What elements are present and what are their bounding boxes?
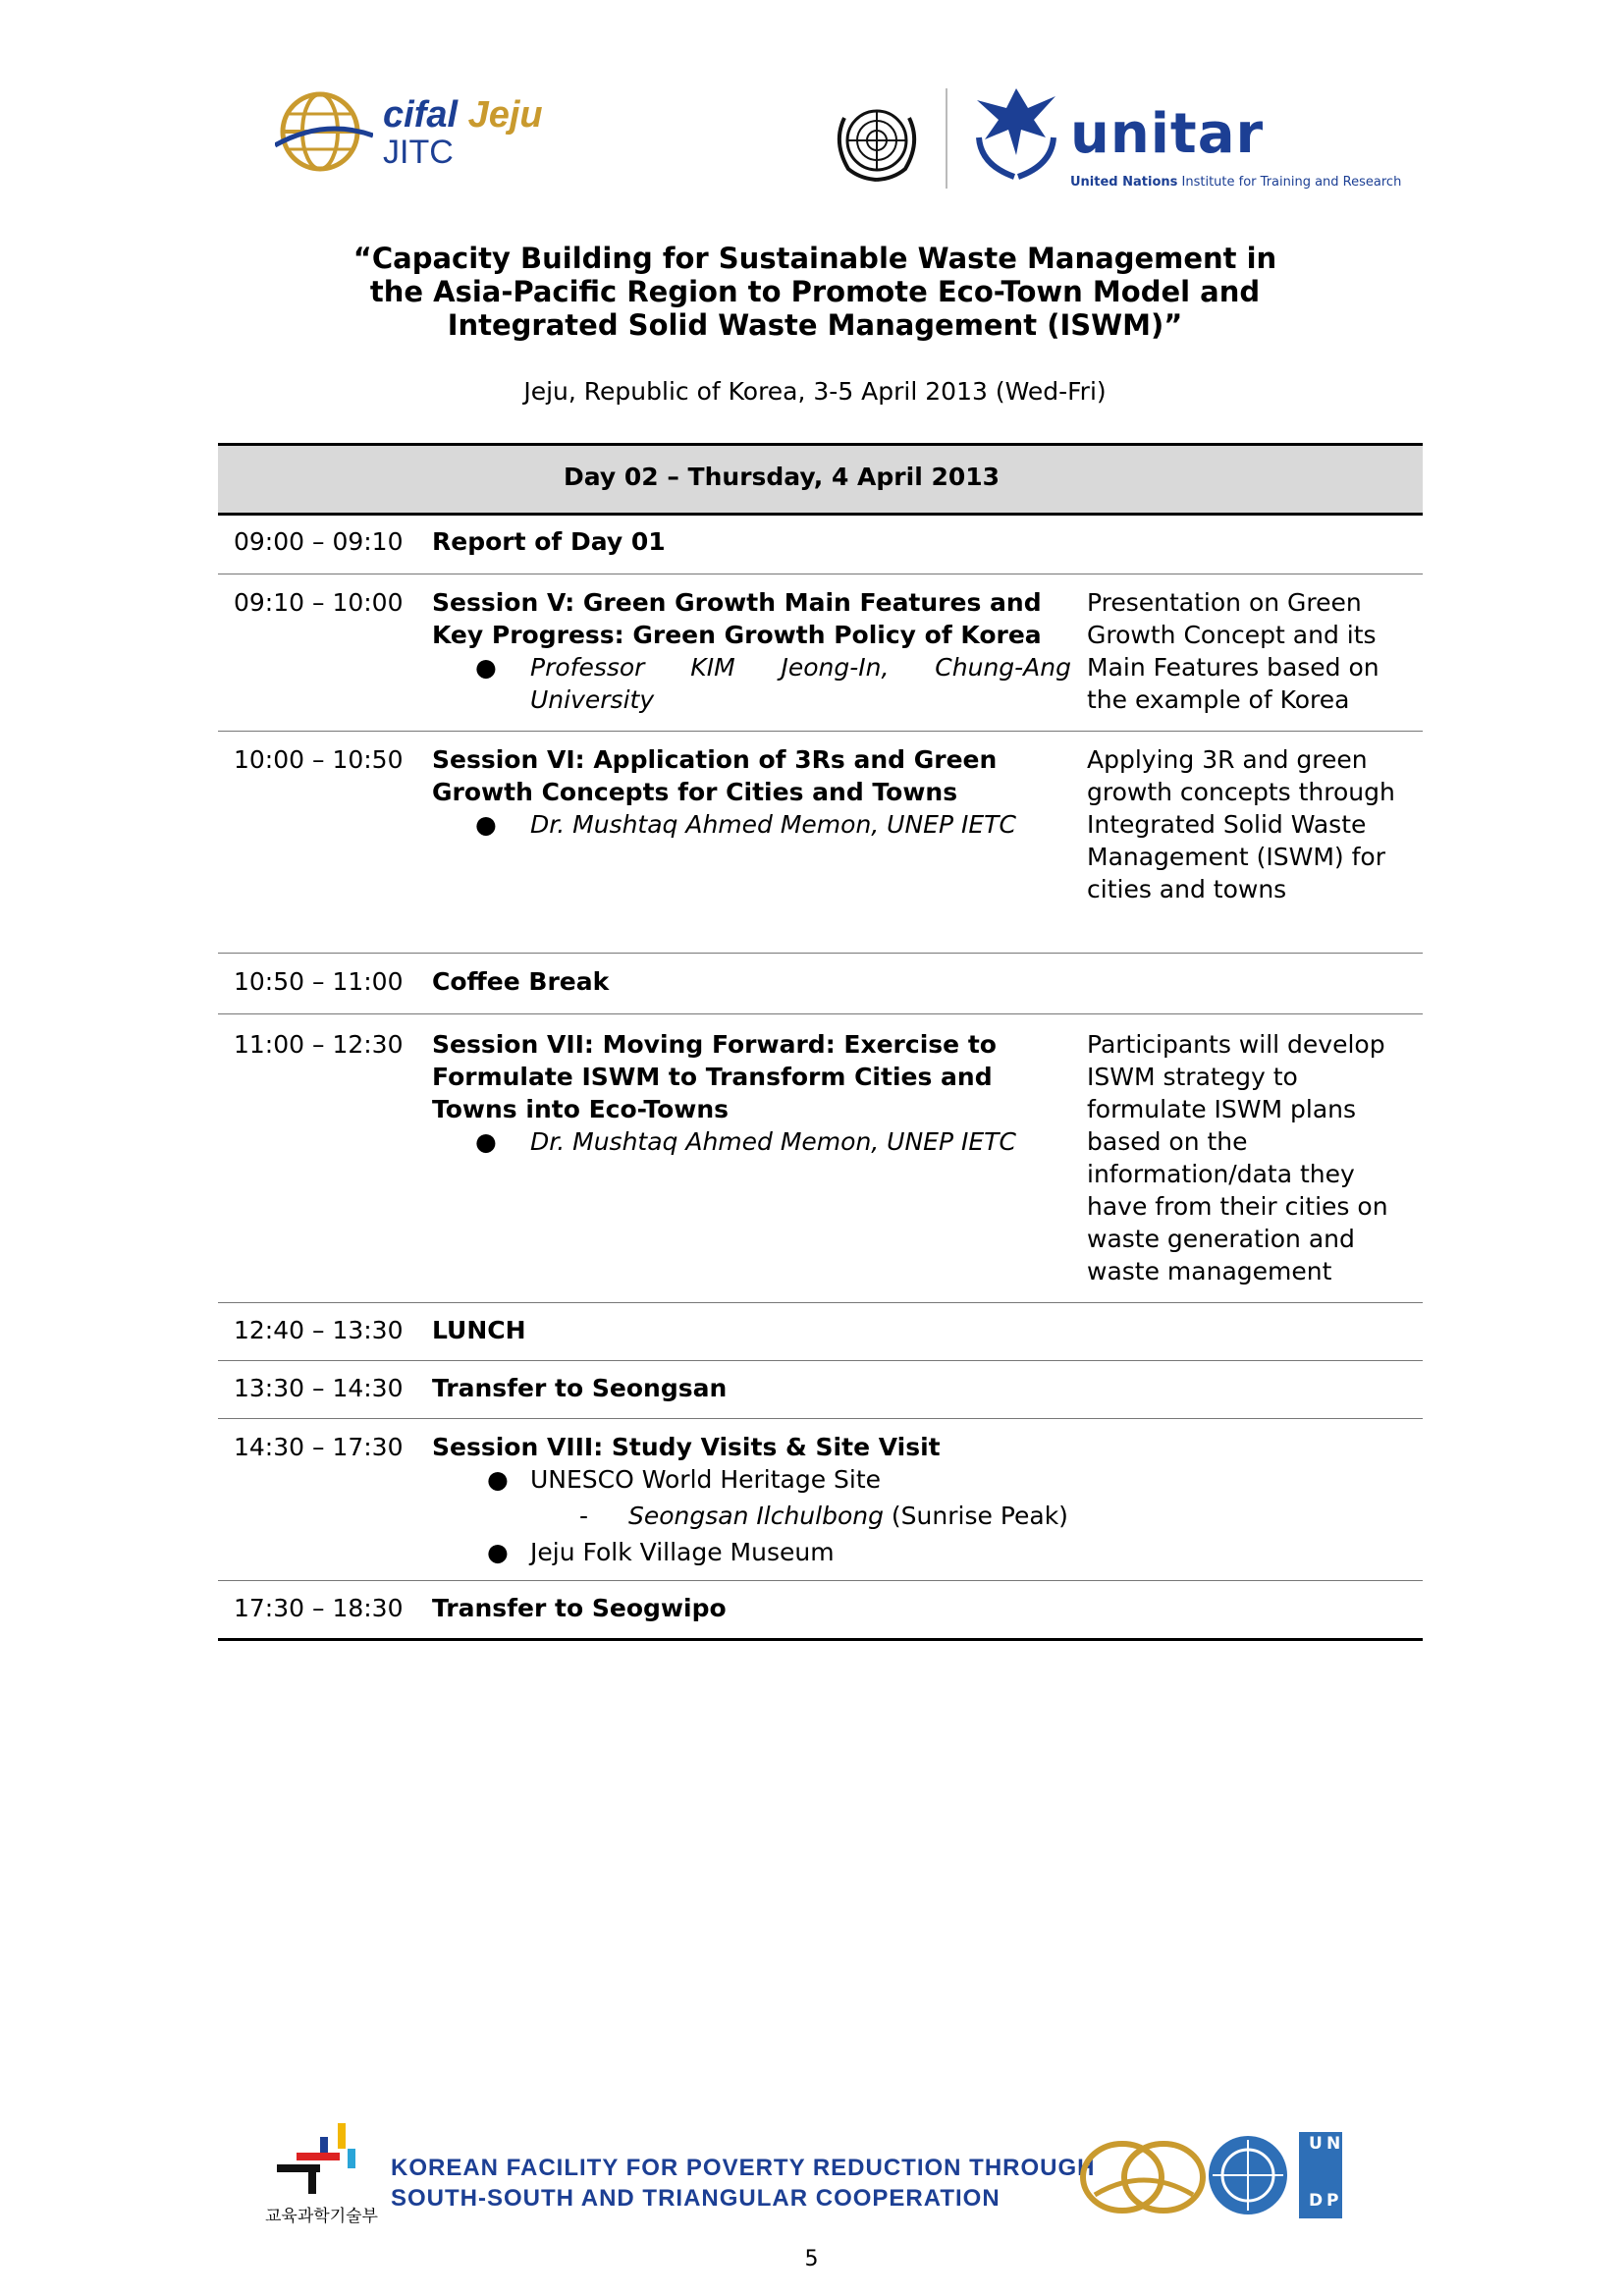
table-row xyxy=(218,1014,1423,1303)
time-cell: 10:50 – 11:00 xyxy=(234,967,404,996)
visit-item xyxy=(432,1463,1071,1496)
unitar-tagline: United Nations Institute for Training and Research xyxy=(1070,175,1402,190)
table-row xyxy=(218,1361,1423,1419)
bullet-icon: ● xyxy=(475,653,497,682)
session-cell xyxy=(432,1028,1085,1302)
globe-icon xyxy=(275,88,373,177)
session-cell xyxy=(432,743,1085,953)
session-title: Transfer to Seongsan xyxy=(432,1374,728,1402)
table-row xyxy=(218,1581,1423,1641)
cifal-jeju-logo xyxy=(275,88,569,177)
session-title: Session VI: Application of 3Rs and Green Growth Concepts for Cities and Towns xyxy=(432,745,998,806)
table-row xyxy=(218,574,1423,732)
bullet-icon: ● xyxy=(475,810,497,839)
visit-item-label: UNESCO World Heritage Site xyxy=(530,1465,882,1494)
cifal-logo-line2: JITC xyxy=(383,134,454,171)
time-cell: 10:00 – 10:50 xyxy=(234,745,404,774)
unitar-logo xyxy=(967,79,1402,196)
speaker-name: Dr. Mushtaq Ahmed Memon, UNEP IETC xyxy=(530,1127,1016,1156)
bullet-icon: ● xyxy=(475,1127,497,1156)
footer-line-1: KOREAN FACILITY FOR POVERTY REDUCTION THROUGH xyxy=(391,2155,1096,2181)
logo-divider xyxy=(946,88,947,189)
table-row xyxy=(218,516,1423,574)
ministry-logo xyxy=(265,2121,383,2229)
visit-subitem-label: Seongsan Ilchulbong (Sunrise Peak) xyxy=(628,1502,1068,1530)
speaker-item xyxy=(432,808,1071,841)
time-cell: 17:30 – 18:30 xyxy=(234,1594,404,1622)
note-cell: Presentation on Green Growth Concept and its Main Features based on the example of Korea xyxy=(1087,588,1380,714)
bullet-icon: ● xyxy=(487,1465,509,1494)
note-cell xyxy=(1085,1431,1423,1580)
speaker-item xyxy=(432,651,1071,716)
title-line-3: Integrated Solid Waste Management (ISWM)” xyxy=(447,308,1183,342)
note-cell xyxy=(1085,965,1423,1013)
page-number: 5 xyxy=(804,2247,819,2271)
table-row xyxy=(218,1303,1423,1361)
ministry-logo-text: 교육과학기술부 xyxy=(265,2207,378,2226)
time-cell: 13:30 – 14:30 xyxy=(234,1374,404,1402)
session-cell xyxy=(432,586,1085,731)
session-title: Session VII: Moving Forward: Exercise to Formulate ISWM to Transform Cities and Towns into Eco-Towns xyxy=(432,1030,997,1123)
time-cell: 09:10 – 10:00 xyxy=(234,588,404,617)
agenda-table xyxy=(218,443,1423,1641)
title-line-1: “Capacity Building for Sustainable Waste Management in xyxy=(352,242,1277,275)
ministry-mark-icon xyxy=(269,2121,377,2200)
cifal-logo-line1: cifal Jeju xyxy=(383,94,543,136)
document-subtitle: Jeju, Republic of Korea, 3-5 April 2013 (Wed-Fri) xyxy=(523,377,1107,406)
time-cell: 09:00 – 09:10 xyxy=(234,527,404,556)
visit-item xyxy=(432,1536,1071,1568)
note-cell xyxy=(1085,1314,1423,1360)
table-row xyxy=(218,1419,1423,1581)
time-cell: 14:30 – 17:30 xyxy=(234,1433,404,1461)
time-cell: 11:00 – 12:30 xyxy=(234,1030,404,1059)
partner-logos xyxy=(1075,2126,1360,2224)
undp-letter: D xyxy=(1309,2191,1324,2211)
speaker-item xyxy=(432,1125,1071,1158)
table-row xyxy=(218,732,1423,954)
session-title: Coffee Break xyxy=(432,967,610,996)
note-cell xyxy=(1085,1592,1423,1638)
document-title xyxy=(324,242,1306,342)
unitar-figure-icon xyxy=(967,79,1065,187)
note-cell: Participants will develop ISWM strategy to formulate ISWM plans based on the information/data they have from their cities on waste generation and waste management xyxy=(1087,1030,1388,1285)
note-cell xyxy=(1085,1372,1423,1418)
session-cell xyxy=(432,1431,1085,1580)
speaker-name: Professor KIM Jeong-In, Chung-Ang University xyxy=(530,653,1071,714)
day-header xyxy=(218,443,1423,516)
footer-line-2: SOUTH-SOUTH AND TRIANGULAR COOPERATION xyxy=(391,2185,1001,2212)
title-line-2: the Asia-Pacific Region to Promote Eco-Town Model and xyxy=(369,275,1261,308)
undp-letter: P xyxy=(1326,2191,1339,2211)
visit-item-label: Jeju Folk Village Museum xyxy=(530,1538,835,1566)
session-title: Transfer to Seogwipo xyxy=(432,1594,727,1622)
session-title: Report of Day 01 xyxy=(432,527,666,556)
undp-letter: U xyxy=(1309,2134,1323,2154)
bullet-icon: ● xyxy=(487,1538,509,1566)
time-cell: 12:40 – 13:30 xyxy=(234,1316,404,1344)
day-header-label: Day 02 – Thursday, 4 April 2013 xyxy=(564,463,1001,491)
dash-icon: - xyxy=(579,1502,589,1530)
session-title: Session V: Green Growth Main Features and Key Progress: Green Growth Policy of Korea xyxy=(432,588,1042,649)
table-row xyxy=(218,954,1423,1014)
unitar-wordmark: unitar xyxy=(1070,102,1265,166)
session-title: Session VIII: Study Visits & Site Visit xyxy=(432,1433,941,1461)
note-cell xyxy=(1085,525,1423,574)
note-cell: Applying 3R and green growth concepts through Integrated Solid Waste Management (ISWM) for cities and towns xyxy=(1087,745,1395,903)
footer-text xyxy=(391,2153,1095,2214)
un-emblem-icon xyxy=(831,98,923,183)
speaker-name: Dr. Mushtaq Ahmed Memon, UNEP IETC xyxy=(530,810,1016,839)
undp-letter: N xyxy=(1326,2134,1341,2154)
session-title: LUNCH xyxy=(432,1316,526,1344)
visit-subitem xyxy=(432,1500,1071,1532)
